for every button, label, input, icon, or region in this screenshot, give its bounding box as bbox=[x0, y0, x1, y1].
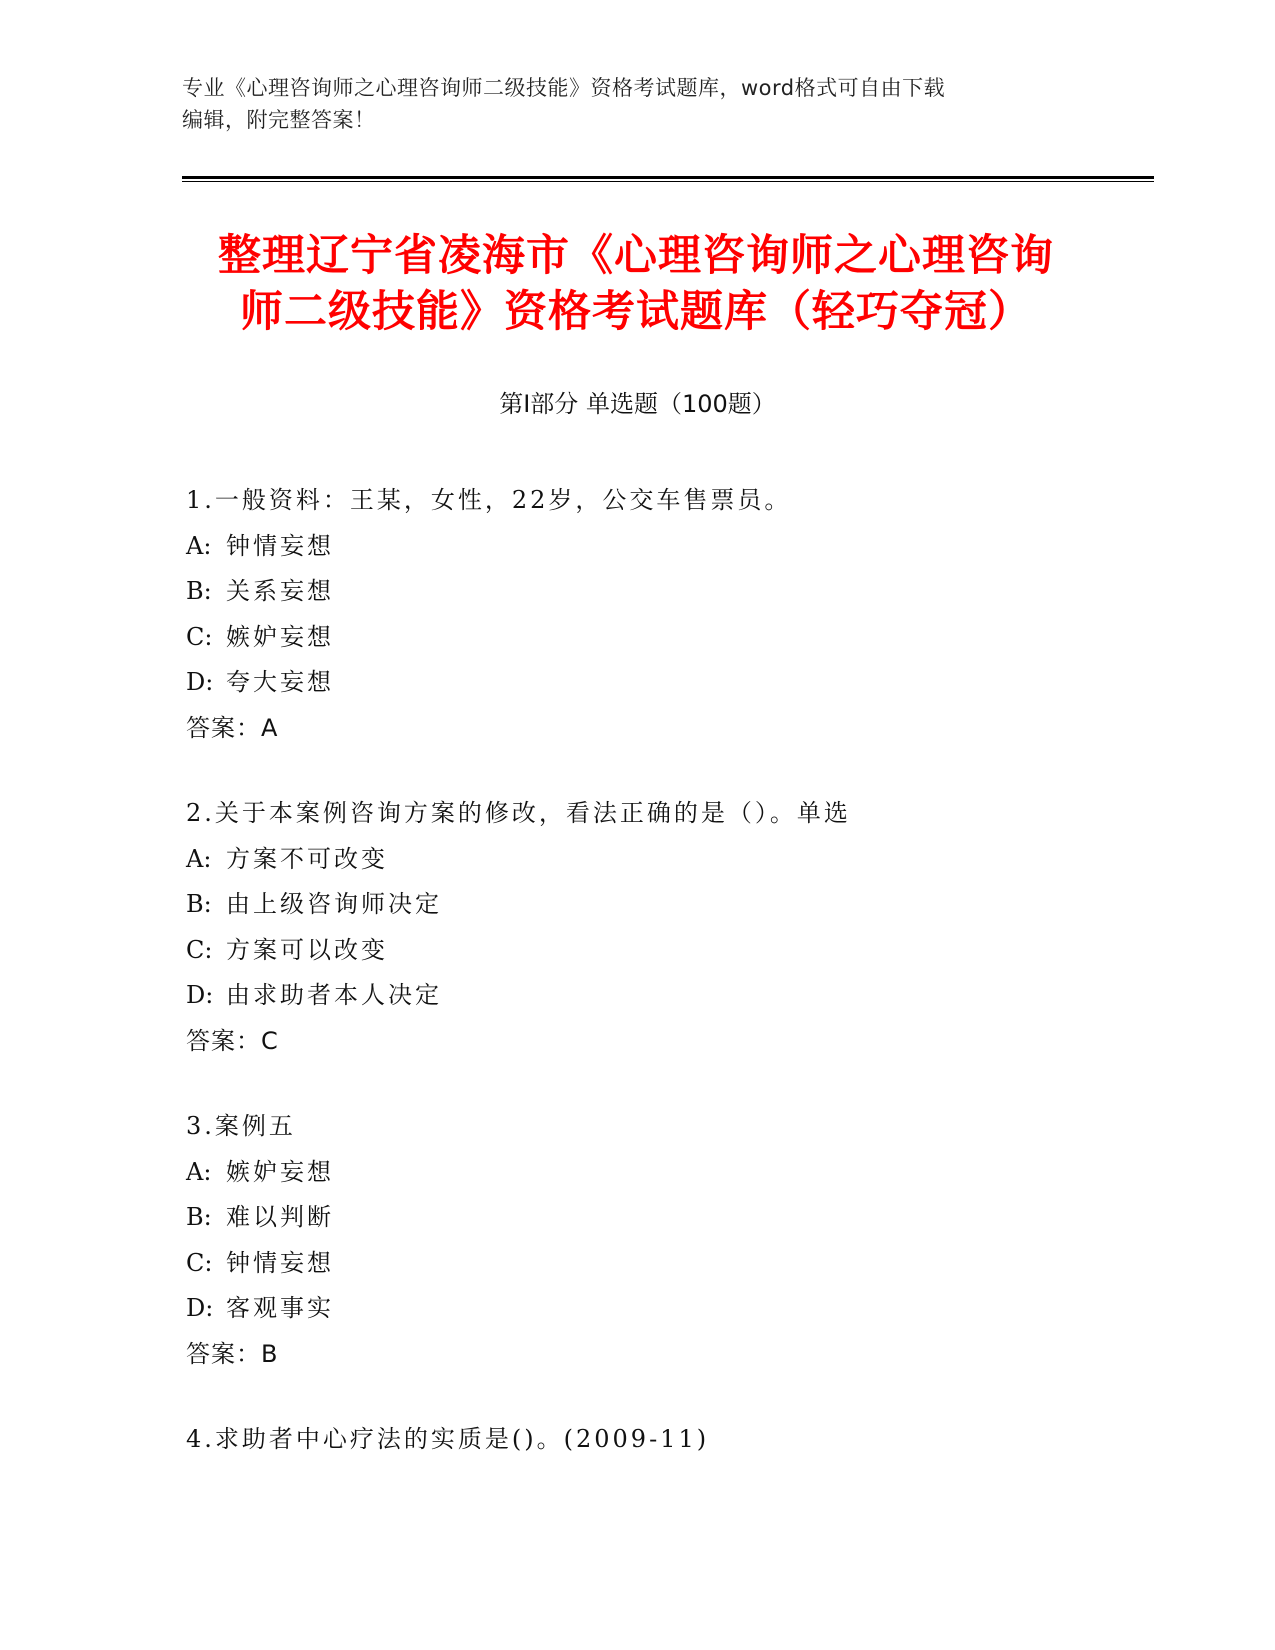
document-title-line-2: 师二级技能》资格考试题库（轻巧夺冠） bbox=[240, 287, 1032, 337]
option-text: 嫉妒妄想 bbox=[226, 622, 334, 651]
option-text: 由上级咨询师决定 bbox=[226, 890, 442, 918]
option-key: C: bbox=[186, 1248, 213, 1277]
option-text: 钟情妄想 bbox=[226, 531, 334, 560]
option-key: A: bbox=[186, 844, 212, 873]
option-key: D: bbox=[186, 981, 214, 1009]
option-key: D: bbox=[186, 1294, 214, 1322]
question-3 bbox=[186, 1104, 1136, 1377]
option-a bbox=[186, 837, 1136, 883]
option-key: B: bbox=[186, 577, 212, 605]
option-d bbox=[186, 660, 1136, 706]
question-stem: 2.关于本案例咨询方案的修改，看法正确的是（）。单选 bbox=[186, 799, 851, 827]
option-text: 方案不可改变 bbox=[226, 844, 388, 873]
option-key: A: bbox=[186, 531, 212, 560]
option-key: D: bbox=[186, 668, 214, 696]
answer-line: 答案：A bbox=[186, 713, 279, 742]
option-text: 钟情妄想 bbox=[226, 1248, 334, 1277]
header-note bbox=[182, 72, 1062, 136]
question-list bbox=[186, 478, 1136, 1503]
header-divider-thin bbox=[182, 181, 1154, 182]
option-text: 关系妄想 bbox=[226, 577, 334, 605]
section-heading: 第Ⅰ部分 单选题（100题） bbox=[499, 390, 776, 418]
header-note-line-1: 专业《心理咨询师之心理咨询师二级技能》资格考试题库，word格式可自由下载 bbox=[182, 76, 946, 100]
document-title bbox=[186, 228, 1086, 340]
option-text: 由求助者本人决定 bbox=[226, 981, 442, 1009]
option-text: 夸大妄想 bbox=[226, 668, 334, 696]
option-c bbox=[186, 928, 1136, 974]
option-d bbox=[186, 1286, 1136, 1332]
answer-line: 答案：B bbox=[186, 1339, 279, 1368]
answer-line: 答案：C bbox=[186, 1026, 279, 1055]
option-text: 客观事实 bbox=[226, 1294, 334, 1322]
option-key: C: bbox=[186, 622, 213, 651]
question-2 bbox=[186, 791, 1136, 1064]
option-text: 方案可以改变 bbox=[226, 935, 388, 964]
document-title-line-1: 整理辽宁省凌海市《心理咨询师之心理咨询 bbox=[218, 231, 1054, 281]
question-1 bbox=[186, 478, 1136, 751]
option-a bbox=[186, 1150, 1136, 1196]
question-stem: 1.一般资料：王某，女性，22岁，公交车售票员。 bbox=[186, 486, 792, 514]
option-d bbox=[186, 973, 1136, 1019]
question-4 bbox=[186, 1417, 1136, 1463]
question-stem: 4.求助者中心疗法的实质是()。(2009-11) bbox=[186, 1425, 710, 1453]
question-stem: 3.案例五 bbox=[186, 1112, 296, 1140]
option-c bbox=[186, 1241, 1136, 1287]
option-key: C: bbox=[186, 935, 213, 964]
option-text: 嫉妒妄想 bbox=[226, 1157, 334, 1186]
option-text: 难以判断 bbox=[226, 1203, 334, 1231]
header-note-line-2: 编辑，附完整答案！ bbox=[182, 108, 376, 132]
option-b bbox=[186, 1195, 1136, 1241]
option-key: B: bbox=[186, 890, 212, 918]
option-key: A: bbox=[186, 1157, 212, 1186]
option-a bbox=[186, 524, 1136, 570]
option-key: B: bbox=[186, 1203, 212, 1231]
option-c bbox=[186, 615, 1136, 661]
option-b bbox=[186, 882, 1136, 928]
option-b bbox=[186, 569, 1136, 615]
header-divider-thick bbox=[182, 176, 1154, 179]
